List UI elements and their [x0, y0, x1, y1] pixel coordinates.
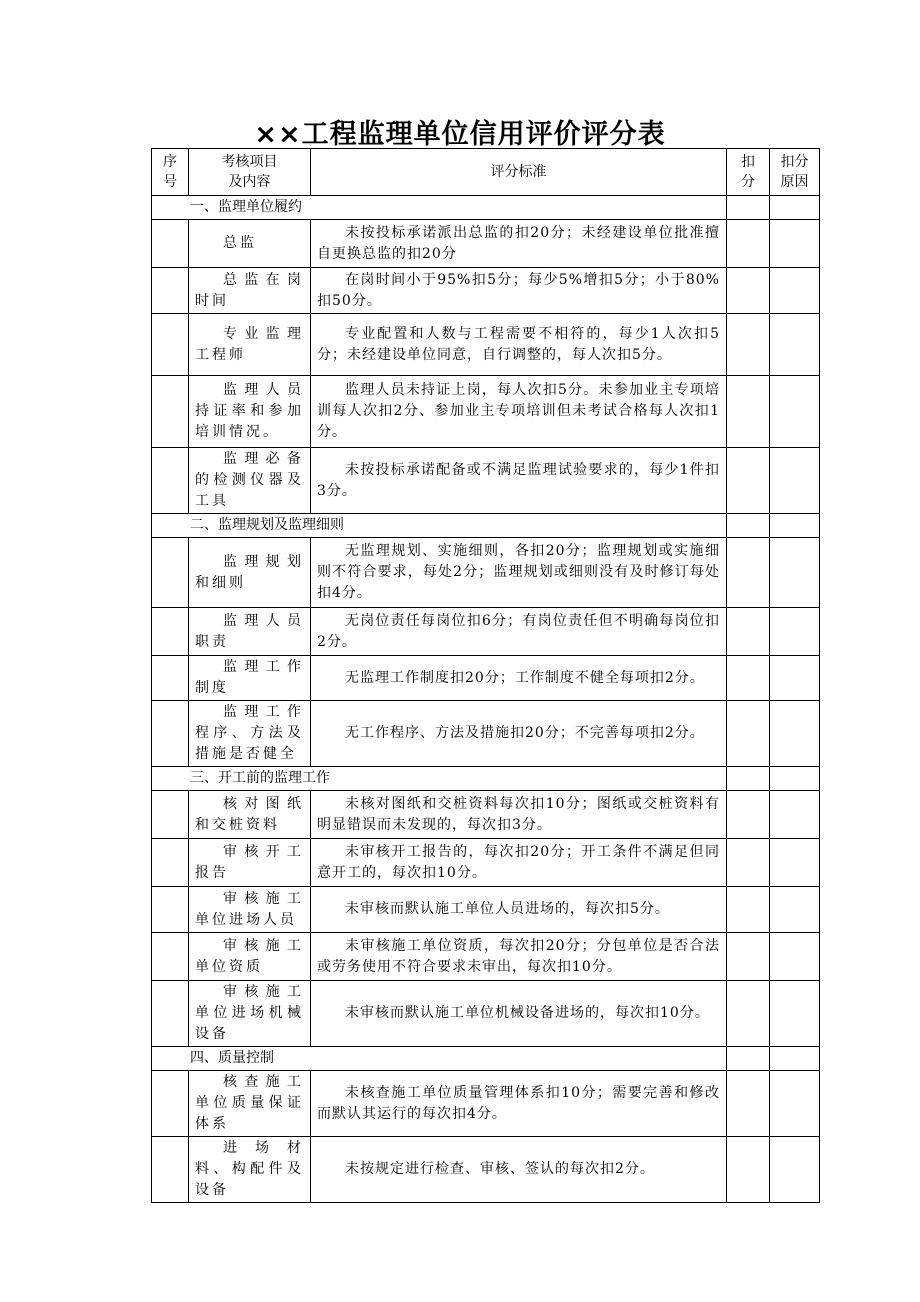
reason-cell — [770, 887, 820, 933]
table-row — [152, 701, 820, 767]
deduct-cell — [727, 196, 770, 220]
evaluation-table — [151, 148, 820, 1203]
criteria-cell: 无监理工作制度扣20分；工作制度不健全每项扣2分。 — [311, 656, 727, 701]
table-row — [152, 839, 820, 887]
seq-cell — [152, 656, 189, 701]
reason-cell — [770, 376, 820, 448]
deduct-cell — [727, 1047, 770, 1071]
reason-cell — [770, 1071, 820, 1137]
reason-cell — [770, 196, 820, 220]
item-cell: 总监在岗时间 — [189, 268, 311, 314]
deduct-cell — [727, 514, 770, 538]
item-cell: 核对图纸和交桩资料 — [189, 791, 311, 839]
seq-cell — [152, 981, 189, 1047]
deduct-cell — [727, 656, 770, 701]
header-seq: 序号 — [152, 149, 189, 196]
item-cell: 监理人员职责 — [189, 608, 311, 656]
criteria-cell: 未按规定进行检查、审核、签认的每次扣2分。 — [311, 1137, 727, 1203]
item-cell: 审核施工单位资质 — [189, 933, 311, 981]
deduct-cell — [727, 933, 770, 981]
deduct-cell — [727, 220, 770, 268]
deduct-cell — [727, 376, 770, 448]
reason-cell — [770, 514, 820, 538]
item-cell: 监理人员持证率和参加培训情况。 — [189, 376, 311, 448]
seq-cell — [152, 268, 189, 314]
reason-cell — [770, 701, 820, 767]
table-row — [152, 791, 820, 839]
criteria-cell: 未按投标承诺配备或不满足监理试验要求的，每少1件扣3分。 — [311, 448, 727, 514]
criteria-cell: 无监理规划、实施细则，各扣20分；监理规划或实施细则不符合要求，每处2分；监理规划或细则没有及时修订每处扣4分。 — [311, 538, 727, 608]
deduct-cell — [727, 701, 770, 767]
header-reason: 扣分原因 — [770, 149, 820, 196]
table-row — [152, 981, 820, 1047]
table-row — [152, 376, 820, 448]
item-cell: 监理工作程序、方法及措施是否健全 — [189, 701, 311, 767]
deduct-cell — [727, 1071, 770, 1137]
table-row — [152, 608, 820, 656]
seq-cell — [152, 701, 189, 767]
item-cell: 监理必备的检测仪器及工具 — [189, 448, 311, 514]
table-row — [152, 1137, 820, 1203]
section-label: 四、质量控制 — [152, 1047, 727, 1071]
reason-cell — [770, 220, 820, 268]
criteria-cell: 在岗时间小于95%扣5分；每少5%增扣5分；小于80%扣50分。 — [311, 268, 727, 314]
table-row — [152, 268, 820, 314]
item-cell: 进场材料、构配件及设备 — [189, 1137, 311, 1203]
reason-cell — [770, 1137, 820, 1203]
table-row — [152, 656, 820, 701]
seq-cell — [152, 608, 189, 656]
deduct-cell — [727, 767, 770, 791]
reason-cell — [770, 933, 820, 981]
seq-cell — [152, 538, 189, 608]
header-item: 考核项目及内容 — [189, 149, 311, 196]
item-cell: 审核施工单位进场人员 — [189, 887, 311, 933]
deduct-cell — [727, 448, 770, 514]
item-cell: 总监 — [189, 220, 311, 268]
section-row — [152, 1047, 820, 1071]
table-row — [152, 933, 820, 981]
deduct-cell — [727, 538, 770, 608]
item-cell: 专业监理工程师 — [189, 314, 311, 376]
section-row — [152, 196, 820, 220]
seq-cell — [152, 1071, 189, 1137]
reason-cell — [770, 767, 820, 791]
reason-cell — [770, 448, 820, 514]
section-label: 一、监理单位履约 — [152, 196, 727, 220]
reason-cell — [770, 839, 820, 887]
table-row — [152, 887, 820, 933]
criteria-cell: 未按投标承诺派出总监的扣20分；未经建设单位批准擅自更换总监的扣20分 — [311, 220, 727, 268]
criteria-cell: 未审核而默认施工单位人员进场的，每次扣5分。 — [311, 887, 727, 933]
seq-cell — [152, 791, 189, 839]
deduct-cell — [727, 608, 770, 656]
header-row — [152, 149, 820, 196]
criteria-cell: 未审核而默认施工单位机械设备进场的，每次扣10分。 — [311, 981, 727, 1047]
criteria-cell: 未审核开工报告的，每次扣20分；开工条件不满足但同意开工的，每次扣10分。 — [311, 839, 727, 887]
criteria-cell: 未审核施工单位资质，每次扣20分；分包单位是否合法或劳务使用不符合要求未审出，每次扣10分。 — [311, 933, 727, 981]
table-row — [152, 1071, 820, 1137]
seq-cell — [152, 839, 189, 887]
seq-cell — [152, 314, 189, 376]
seq-cell — [152, 448, 189, 514]
criteria-cell: 无岗位责任每岗位扣6分；有岗位责任但不明确每岗位扣2分。 — [311, 608, 727, 656]
item-cell: 监理规划和细则 — [189, 538, 311, 608]
criteria-cell: 监理人员未持证上岗，每人次扣5分。未参加业主专项培训每人次扣2分、参加业主专项培训但未考试合格每人次扣1分。 — [311, 376, 727, 448]
deduct-cell — [727, 1137, 770, 1203]
deduct-cell — [727, 839, 770, 887]
deduct-cell — [727, 791, 770, 839]
reason-cell — [770, 1047, 820, 1071]
deduct-cell — [727, 314, 770, 376]
reason-cell — [770, 981, 820, 1047]
deduct-cell — [727, 981, 770, 1047]
section-label: 二、监理规划及监理细则 — [152, 514, 727, 538]
section-row — [152, 767, 820, 791]
criteria-cell: 未核对图纸和交桩资料每次扣10分；图纸或交桩资料有明显错误而未发现的，每次扣3分。 — [311, 791, 727, 839]
page-title: ××工程监理单位信用评价评分表 — [254, 119, 666, 150]
seq-cell — [152, 220, 189, 268]
reason-cell — [770, 791, 820, 839]
table-row — [152, 448, 820, 514]
seq-cell — [152, 376, 189, 448]
reason-cell — [770, 538, 820, 608]
seq-cell — [152, 1137, 189, 1203]
header-criteria: 评分标准 — [311, 149, 727, 196]
criteria-cell: 无工作程序、方法及措施扣20分；不完善每项扣2分。 — [311, 701, 727, 767]
table-row — [152, 538, 820, 608]
item-cell: 核查施工单位质量保证体系 — [189, 1071, 311, 1137]
deduct-cell — [727, 887, 770, 933]
seq-cell — [152, 887, 189, 933]
item-cell: 监理工作制度 — [189, 656, 311, 701]
reason-cell — [770, 268, 820, 314]
table-row — [152, 220, 820, 268]
reason-cell — [770, 314, 820, 376]
reason-cell — [770, 656, 820, 701]
item-cell: 审核开工报告 — [189, 839, 311, 887]
reason-cell — [770, 608, 820, 656]
section-row — [152, 514, 820, 538]
seq-cell — [152, 933, 189, 981]
item-cell: 审核施工单位进场机械设备 — [189, 981, 311, 1047]
table-row — [152, 314, 820, 376]
criteria-cell: 专业配置和人数与工程需要不相符的，每少1人次扣5分；未经建设单位同意，自行调整的，每人次扣5分。 — [311, 314, 727, 376]
deduct-cell — [727, 268, 770, 314]
header-deduct: 扣分 — [727, 149, 770, 196]
criteria-cell: 未核查施工单位质量管理体系扣10分；需要完善和修改而默认其运行的每次扣4分。 — [311, 1071, 727, 1137]
section-label: 三、开工前的监理工作 — [152, 767, 727, 791]
